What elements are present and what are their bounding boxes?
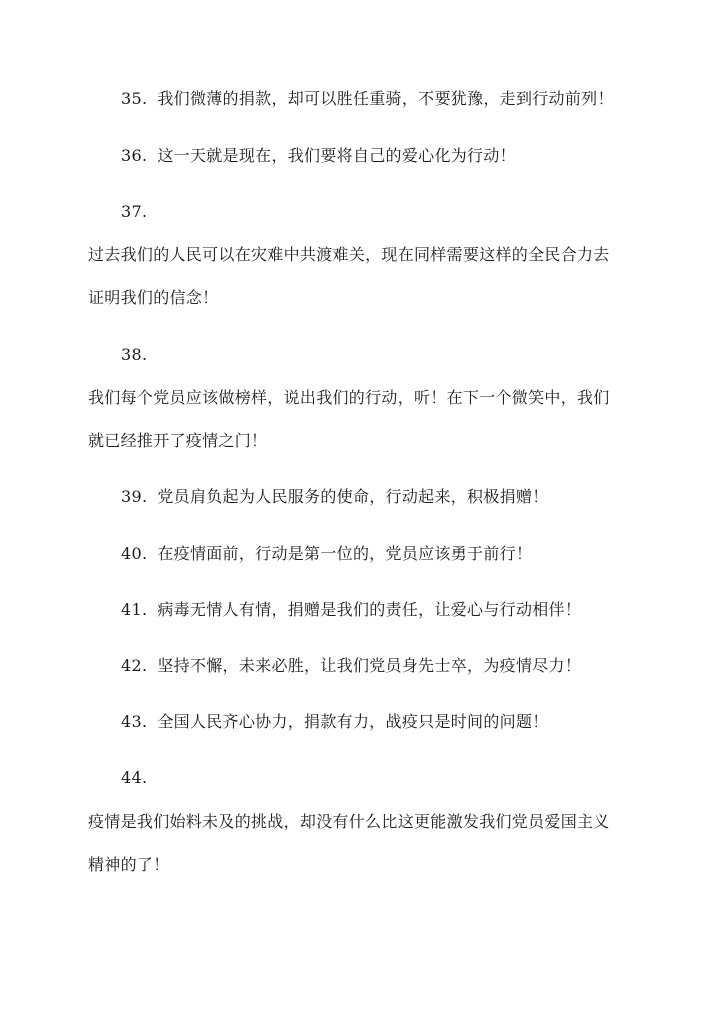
item-text-line: 我们每个党员应该做榜样，说出我们的行动，听！在下一个微笑中，我们 bbox=[88, 388, 610, 407]
item-number: 41. bbox=[121, 600, 148, 619]
list-item-42 bbox=[121, 656, 581, 676]
list-item-43 bbox=[121, 712, 549, 732]
item-text: 病毒无情人有情，捐赠是我们的责任，让爱心与行动相伴！ bbox=[157, 600, 582, 619]
item-text: 在疫情面前，行动是第一位的，党员应该勇于前行！ bbox=[157, 544, 533, 563]
item-text: 坚持不懈，未来必胜，让我们党员身先士卒，为疫情尽力！ bbox=[157, 656, 582, 675]
list-item-39 bbox=[121, 487, 549, 507]
item-text: 这一天就是现在，我们要将自己的爱心化为行动！ bbox=[157, 146, 516, 165]
item-number: 43. bbox=[121, 712, 148, 731]
item-number-37: 37. bbox=[121, 202, 148, 221]
item-number: 40. bbox=[121, 544, 148, 563]
item-text-line: 疫情是我们始料未及的挑战，却没有什么比这更能激发我们党员爱国主义 bbox=[88, 812, 610, 831]
item-text: 党员肩负起为人民服务的使命，行动起来，积极捐赠！ bbox=[157, 487, 549, 506]
item-text-line: 就已经推开了疫情之门！ bbox=[88, 431, 268, 450]
item-number: 35. bbox=[121, 89, 148, 108]
item-text-line: 过去我们的人民可以在灾难中共渡难关，现在同样需要这样的全民合力去 bbox=[88, 245, 610, 264]
list-item-35 bbox=[121, 89, 614, 109]
item-number: 39. bbox=[121, 487, 148, 506]
item-text: 我们微薄的捐款，却可以胜任重骑，不要犹豫，走到行动前列！ bbox=[157, 89, 614, 108]
item-number: 42. bbox=[121, 656, 148, 675]
list-item-41 bbox=[121, 600, 581, 620]
item-text: 全国人民齐心协力，捐款有力，战疫只是时间的问题！ bbox=[157, 712, 549, 731]
item-number: 36. bbox=[121, 146, 148, 165]
item-number-44: 44. bbox=[121, 768, 148, 787]
list-item-36 bbox=[121, 146, 516, 166]
list-item-40 bbox=[121, 544, 532, 564]
item-text-line: 证明我们的信念！ bbox=[88, 288, 219, 307]
item-number-38: 38. bbox=[121, 345, 148, 364]
item-text-line: 精神的了！ bbox=[88, 855, 170, 874]
